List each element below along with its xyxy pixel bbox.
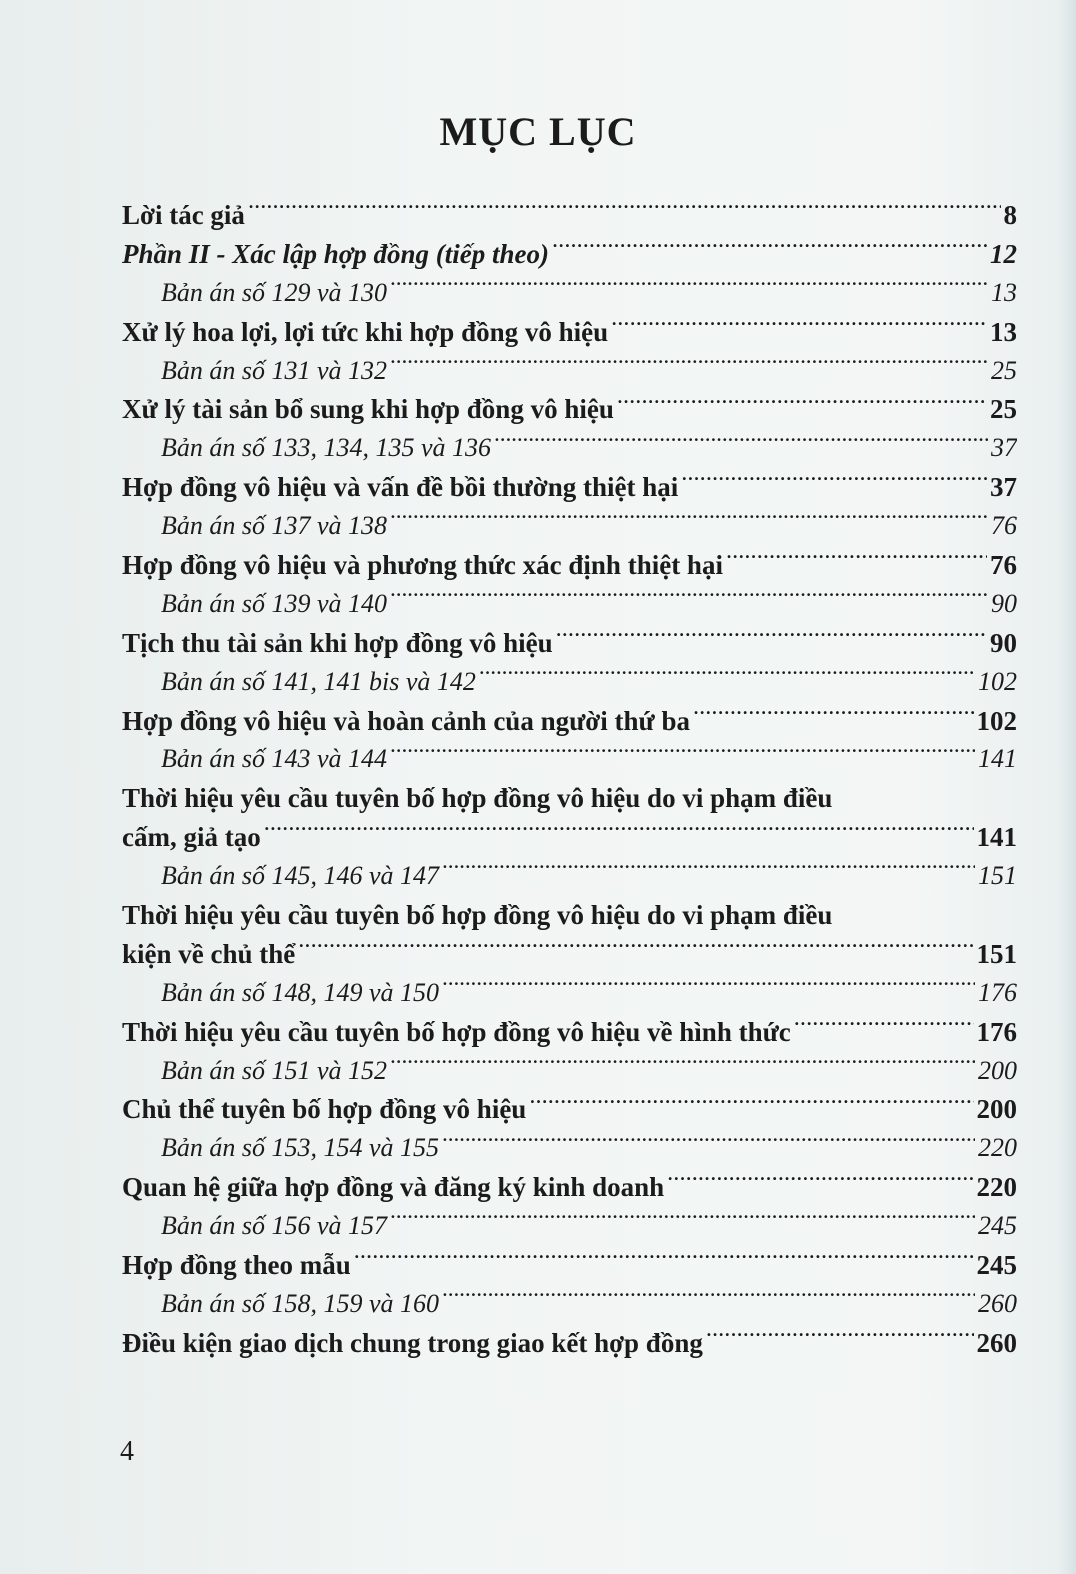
toc-entry — [122, 740, 1017, 779]
toc-entry-title: Bản án số 131 và 132 — [161, 355, 388, 385]
toc-entry-title: Lời tác giả — [122, 200, 245, 230]
dot-leader — [390, 1053, 975, 1079]
dot-leader — [390, 353, 988, 379]
toc-entry — [122, 974, 1017, 1013]
toc-entry — [122, 935, 1017, 974]
toc-entry-title: Hợp đồng vô hiệu và phương thức xác định thiệt hại — [122, 550, 723, 581]
toc-entry-page: 13 — [991, 277, 1017, 307]
toc-entry — [122, 429, 1017, 468]
toc-entry-title: Hợp đồng vô hiệu và hoàn cảnh của người thứ ba — [122, 705, 690, 736]
toc-entry — [122, 702, 1017, 741]
toc-entry-title: Bản án số 151 và 152 — [161, 1055, 388, 1085]
toc-entry-page: 220 — [978, 1133, 1017, 1163]
toc-entry-title: Hợp đồng theo mẫu — [122, 1250, 351, 1281]
toc-entry-title: Bản án số 145, 146 và 147 — [161, 861, 440, 891]
dot-leader — [264, 819, 974, 846]
toc-entry — [122, 818, 1017, 857]
dot-leader — [390, 586, 988, 612]
toc-entry-title: Bản án số 133, 134, 135 và 136 — [161, 433, 492, 463]
toc-entry-page: 141 — [978, 744, 1017, 774]
toc-entry-page: 25 — [990, 394, 1017, 425]
toc-entry-page: 200 — [976, 1094, 1017, 1125]
toc-entry-title: Xử lý hoa lợi, lợi tức khi hợp đồng vô hiệu — [122, 316, 609, 347]
toc-entry-page: 25 — [991, 355, 1017, 385]
toc-entry — [122, 624, 1017, 663]
toc-entry-page: 37 — [991, 433, 1017, 463]
toc-entry-page: 76 — [991, 511, 1017, 541]
dot-leader — [390, 275, 988, 301]
toc-entry-page: 151 — [976, 938, 1017, 969]
dot-leader — [442, 858, 975, 884]
toc-entry — [122, 1013, 1017, 1052]
dot-leader — [479, 664, 975, 690]
toc-entry — [122, 585, 1017, 624]
toc-entry-page: 200 — [978, 1055, 1017, 1085]
dot-leader — [390, 508, 988, 534]
toc-entry — [122, 1324, 1017, 1363]
toc-entry-page: 176 — [976, 1016, 1017, 1047]
page-edge-shadow — [1058, 0, 1076, 1574]
dot-leader — [248, 197, 1001, 224]
toc-entry — [122, 1285, 1017, 1324]
toc-entry-title: Quan hệ giữa hợp đồng và đăng ký kinh doanh — [122, 1172, 665, 1203]
toc-entry — [122, 196, 1017, 235]
toc-entry-title: Thời hiệu yêu cầu tuyên bố hợp đồng vô hiệu về hình thức — [122, 1016, 791, 1047]
toc-entry-title: Bản án số 148, 149 và 150 — [161, 977, 440, 1007]
toc-entry — [122, 1207, 1017, 1246]
toc-entry-title: Điều kiện giao dịch chung trong giao kết hợp đồng — [122, 1327, 703, 1358]
toc-entry-title: Chủ thể tuyên bố hợp đồng vô hiệu — [122, 1094, 527, 1125]
toc-entry — [122, 546, 1017, 585]
dot-leader — [390, 741, 975, 767]
toc-entry — [122, 779, 1017, 818]
toc-entry-title: Bản án số 156 và 157 — [161, 1211, 388, 1241]
toc-entry-page: 90 — [990, 627, 1017, 658]
toc-entry — [122, 352, 1017, 391]
toc-entry-page: 76 — [990, 550, 1017, 581]
toc-entry — [122, 663, 1017, 702]
toc-entry — [122, 507, 1017, 546]
dot-leader — [354, 1247, 974, 1274]
toc-entry-page: 141 — [976, 822, 1017, 853]
dot-leader — [298, 936, 973, 963]
toc-entry — [122, 857, 1017, 896]
dot-leader — [442, 1130, 975, 1156]
toc-entry-title: Thời hiệu yêu cầu tuyên bố hợp đồng vô hiệu do vi phạm điều — [122, 783, 833, 814]
dot-leader — [556, 625, 987, 652]
toc-entry-title: Bản án số 137 và 138 — [161, 511, 388, 541]
toc-entry-page: 260 — [978, 1288, 1017, 1318]
toc-entry — [122, 1129, 1017, 1168]
toc-entry-title: Bản án số 129 và 130 — [161, 277, 388, 307]
toc-entry-title: Tịch thu tài sản khi hợp đồng vô hiệu — [122, 627, 553, 658]
toc-entry-page: 245 — [976, 1250, 1017, 1281]
table-of-contents — [122, 196, 1017, 1363]
toc-entry-title: Phần II - Xác lập hợp đồng (tiếp theo) — [122, 238, 550, 269]
toc-entry — [122, 1168, 1017, 1207]
toc-entry-page: 37 — [990, 472, 1017, 503]
dot-leader — [617, 391, 987, 418]
dot-leader — [611, 314, 987, 341]
toc-entry-title: Hợp đồng vô hiệu và vấn đề bồi thường thiệt hại — [122, 472, 679, 503]
dot-leader — [667, 1169, 973, 1196]
toc-entry-title: cấm, giả tạo — [122, 822, 261, 853]
dot-leader — [794, 1014, 974, 1041]
toc-entry-page: 260 — [976, 1327, 1017, 1358]
toc-entry-page: 176 — [978, 977, 1017, 1007]
toc-entry-title: Bản án số 141, 141 bis và 142 — [161, 666, 476, 696]
toc-entry-title: Bản án số 143 và 144 — [161, 744, 388, 774]
toc-entry — [122, 896, 1017, 935]
toc-entry — [122, 274, 1017, 313]
toc-entry — [122, 468, 1017, 507]
toc-entry — [122, 1246, 1017, 1285]
toc-entry-page: 151 — [978, 861, 1017, 891]
toc-entry — [122, 1090, 1017, 1129]
toc-entry — [122, 313, 1017, 352]
toc-entry-page: 102 — [978, 666, 1017, 696]
toc-entry-page: 12 — [990, 238, 1017, 269]
toc-entry-title: kiện về chủ thể — [122, 938, 296, 969]
toc-entry-page: 220 — [976, 1172, 1017, 1203]
dot-leader — [552, 236, 987, 263]
toc-entry-title: Bản án số 158, 159 và 160 — [161, 1288, 440, 1318]
toc-entry — [122, 1052, 1017, 1091]
page-number: 4 — [120, 1436, 134, 1467]
page-title: MỤC LỤC — [439, 109, 637, 154]
toc-entry-page: 90 — [991, 588, 1017, 618]
dot-leader — [693, 703, 974, 730]
dot-leader — [494, 430, 988, 456]
dot-leader — [390, 1208, 975, 1234]
dot-leader — [442, 1286, 975, 1312]
toc-entry — [122, 235, 1017, 274]
toc-entry — [122, 390, 1017, 429]
toc-entry-title: Bản án số 153, 154 và 155 — [161, 1133, 440, 1163]
dot-leader — [726, 547, 987, 574]
dot-leader — [442, 975, 975, 1001]
toc-entry-page: 102 — [976, 705, 1017, 736]
toc-entry-page: 245 — [978, 1211, 1017, 1241]
toc-entry-title: Bản án số 139 và 140 — [161, 588, 388, 618]
toc-entry-page: 13 — [990, 316, 1017, 347]
dot-leader — [681, 469, 987, 496]
dot-leader — [529, 1091, 973, 1118]
toc-entry-title: Thời hiệu yêu cầu tuyên bố hợp đồng vô hiệu do vi phạm điều — [122, 900, 833, 931]
toc-entry-page: 8 — [1003, 200, 1017, 230]
toc-entry-title: Xử lý tài sản bổ sung khi hợp đồng vô hiệu — [122, 394, 614, 425]
dot-leader — [706, 1325, 974, 1352]
